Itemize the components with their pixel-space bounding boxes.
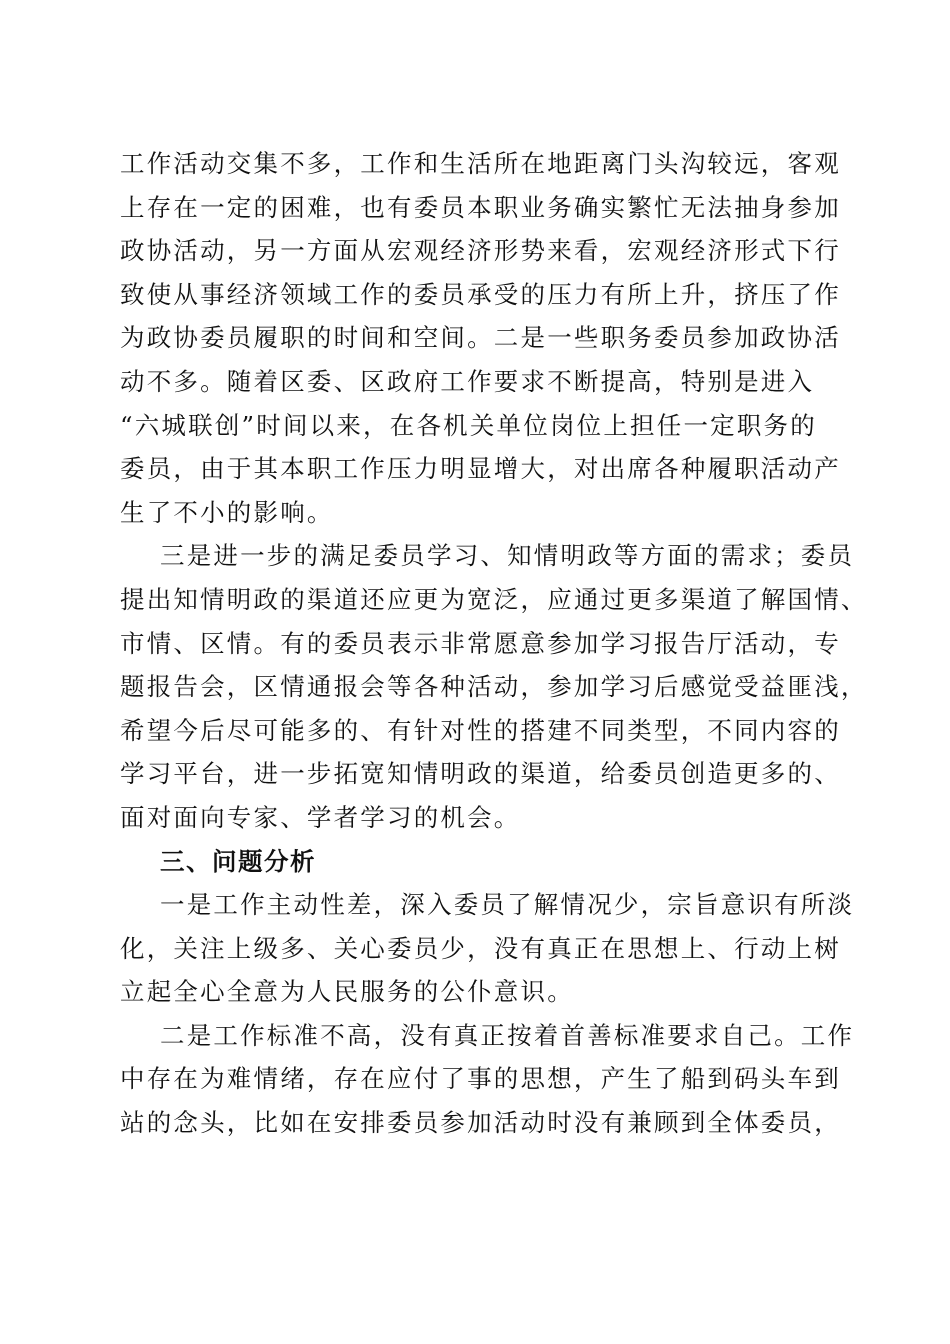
text-line: 面对面向专家、学者学习的机会。 [120, 802, 521, 832]
text-line: 立起全心全意为人民服务的公仆意识。 [120, 977, 574, 1007]
text-line: 工作活动交集不多，工作和生活所在地距离门头沟较远，客观 [120, 149, 841, 178]
text-line: 学习平台，进一步拓宽知情明政的渠道，给委员创造更多的、 [120, 759, 841, 789]
text-line: 委员，由于其本职工作压力明显增大，对出席各种履职活动产 [120, 454, 841, 484]
body-text [120, 142, 868, 1145]
paragraph-start-line: 二是工作标准不高，没有真正按着首善标准要求自己。工作 [160, 1020, 855, 1050]
text-line: 站的念头，比如在安排委员参加活动时没有兼顾到全体委员， [120, 1108, 841, 1138]
text-line: 为政协委员履职的时间和空间。二是一些职务委员参加政协活 [120, 323, 841, 353]
text-line: 化，关注上级多、关心委员少，没有真正在思想上、行动上树 [120, 933, 841, 963]
text-line: 生了不小的影响。 [120, 497, 334, 527]
text-line: 致使从事经济领域工作的委员承受的压力有所上升，挤压了作 [120, 279, 841, 309]
section-heading: 三、问题分析 [160, 846, 316, 876]
text-line: “六城联创”时间以来，在各机关单位岗位上担任一定职务的 [120, 410, 817, 440]
paragraph-start-line: 三是进一步的满足委员学习、知情明政等方面的需求；委员 [160, 541, 855, 571]
text-line: 市情、区情。有的委员表示非常愿意参加学习报告厅活动，专 [120, 628, 841, 658]
text-line: 提出知情明政的渠道还应更为宽泛，应通过更多渠道了解国情、 [120, 584, 868, 614]
text-line: 题报告会，区情通报会等各种活动，参加学习后感觉受益匪浅， [120, 672, 868, 702]
text-line: 动不多。随着区委、区政府工作要求不断提高，特别是进入 [120, 366, 815, 396]
text-line: 中存在为难情绪，存在应付了事的思想，产生了船到码头车到 [120, 1064, 841, 1094]
text-line: 希望今后尽可能多的、有针对性的搭建不同类型，不同内容的 [120, 715, 841, 745]
text-line: 政协活动，另一方面从宏观经济形势来看，宏观经济形式下行 [120, 236, 841, 266]
text-line: 上存在一定的困难，也有委员本职业务确实繁忙无法抽身参加 [120, 192, 841, 222]
paragraph-start-line: 一是工作主动性差，深入委员了解情况少，宗旨意识有所淡 [160, 890, 855, 920]
